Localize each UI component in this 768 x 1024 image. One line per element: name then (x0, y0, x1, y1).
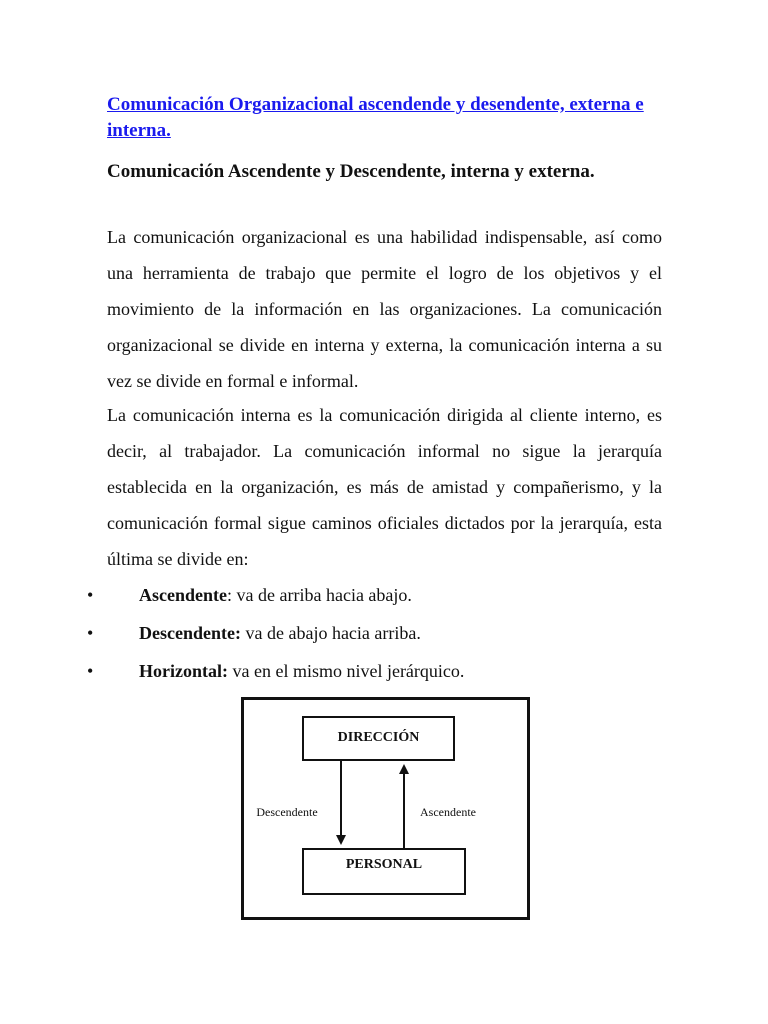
ascendente-label: Ascendente (420, 804, 476, 819)
bullet-item-ascendente (0, 577, 768, 615)
bullet-list (0, 577, 768, 691)
bottom-box-label: PERSONAL (345, 857, 423, 873)
bullet-text (139, 653, 464, 689)
bullet-term: Descendente: (139, 623, 241, 643)
bullet-text (139, 577, 412, 613)
diagram-svg (241, 697, 530, 920)
paragraph-2: La comunicación interna es la comunicación dirigida al cliente interno, es decir, al trabajador. La comunicación informal no sigue la jerarquía establecida en la organización, es más de amistad y compañerismo, y la comunicación formal sigue caminos oficiales dictados por la jerarquía, esta última se divide en: (107, 405, 662, 569)
communication-diagram (241, 697, 530, 920)
bullet-dot-icon: • (87, 661, 94, 681)
bullet-text (139, 615, 421, 651)
bullet-dot-icon: • (87, 585, 94, 605)
bullet-item-horizontal (0, 653, 768, 691)
bullet-term: Ascendente (139, 585, 227, 605)
bullet-description: va en el mismo nivel jerárquico. (227, 661, 465, 681)
title-link[interactable]: Comunicación Organizacional ascendende y desendente, externa e interna. (107, 94, 644, 141)
bullet-description: va de arriba hacia abajo. (232, 585, 412, 605)
descendente-label: Descendente (256, 804, 318, 819)
bullet-description: va de abajo hacia arriba. (240, 623, 421, 643)
bullet-term: Horizontal: (139, 661, 228, 681)
document-subtitle: Comunicación Ascendente y Descendente, interna y externa. (107, 161, 595, 182)
paragraph-1: La comunicación organizacional es una habilidad indispensable, así como una herramienta de trabajo que permite el logro de los objetivos y el movimiento de la información en las organizaciones. La comunicación organizacional se divide en interna y externa, la comunicación interna a su vez se divide en formal e informal. (107, 227, 662, 391)
bullet-dot-icon: • (87, 623, 94, 643)
top-box-label: DIRECCIÓN (337, 730, 420, 746)
bullet-separator: : (227, 585, 233, 605)
bullet-item-descendente (0, 615, 768, 653)
